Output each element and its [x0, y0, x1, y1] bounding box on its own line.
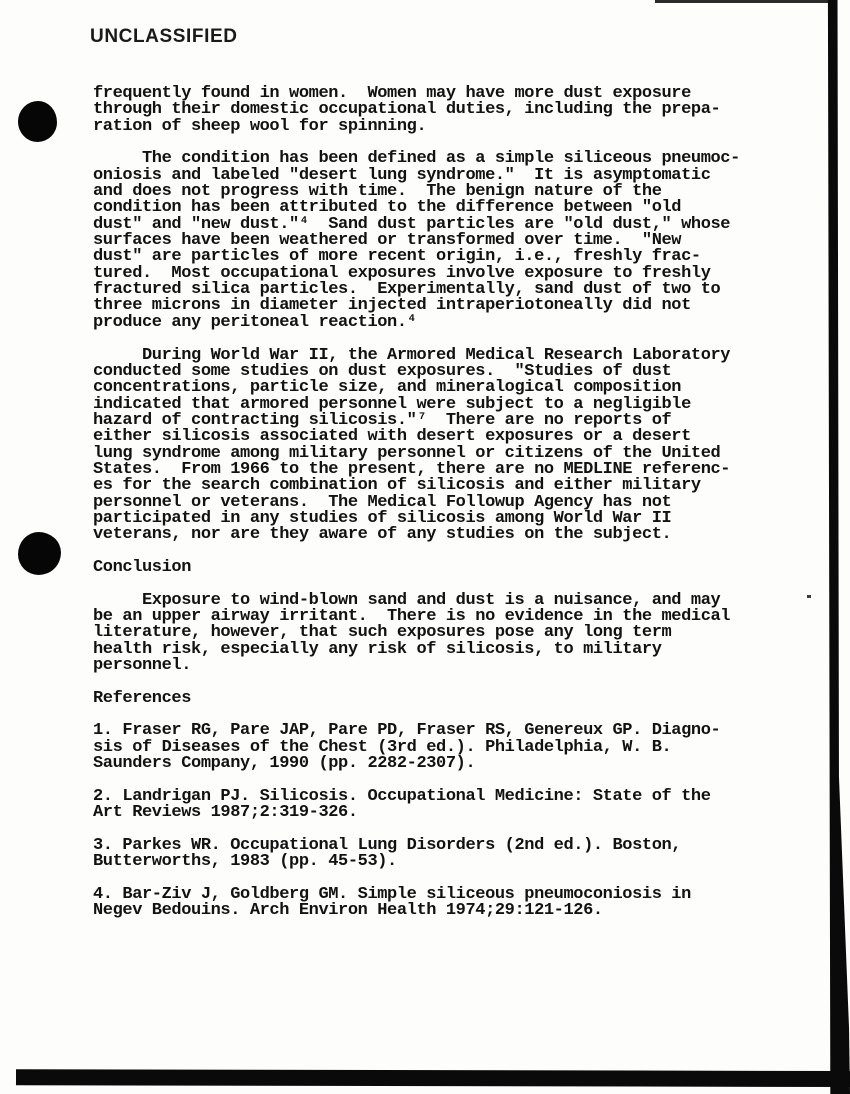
text-line: References: [93, 688, 192, 708]
text-line: dust" and "new dust."⁴ Sand dust particles are "old dust," whose: [93, 214, 731, 234]
text-line: Saunders Company, 1990 (pp. 2282-2307).: [93, 754, 476, 774]
reference-1: [93, 723, 793, 772]
hole-punch-mark-top: [18, 101, 57, 142]
text-line: Art Reviews 1987;2:319-326.: [93, 803, 358, 823]
text-line: oniosis and labeled "desert lung syndrome." It is asymptomatic: [93, 165, 711, 185]
text-line: hazard of contracting silicosis."⁷ There are no reports of: [93, 410, 672, 430]
text-line: veterans, nor are they aware of any studies on the subject.: [93, 525, 672, 545]
text-line: either silicosis associated with desert exposures or a desert: [93, 427, 691, 447]
scan-edge-artifact-top: [655, 0, 837, 3]
references-heading: [93, 688, 793, 708]
text-line: fractured silica particles. Experimentally, sand dust of two to: [93, 280, 721, 300]
classification-header: UNCLASSIFIED: [90, 26, 238, 47]
text-line: condition has been attributed to the difference between "old: [93, 198, 682, 218]
reference-2: [93, 786, 793, 823]
text-line: The condition has been defined as a simple siliceous pneumoc-: [93, 149, 740, 169]
intro-paragraph-fragment: [93, 86, 793, 135]
text-line: surfaces have been weathered or transformed over time. "New: [93, 231, 682, 251]
text-line: lung syndrome among military personnel or citizens of the United: [93, 443, 721, 463]
text-line: be an upper airway irritant. There is no evidence in the medical: [93, 607, 731, 626]
text-line: through their domestic occupational duties, including the prepa-: [93, 100, 721, 120]
text-line: personnel or veterans. The Medical Followup Agency has not: [93, 492, 672, 512]
blank-line: [93, 674, 793, 690]
text-line: Butterworths, 1983 (pp. 45-53).: [93, 852, 397, 872]
text-line: health risk, especially any risk of silicosis, to military: [93, 639, 662, 659]
text-line: 4. Bar-Ziv J, Goldberg GM. Simple siliceous pneumoconiosis in: [93, 884, 691, 904]
text-line: tured. Most occupational exposures involve exposure to freshly: [93, 263, 711, 283]
text-line: Exposure to wind-blown sand and dust is a nuisance, and may: [93, 590, 721, 610]
text-line: Negev Bedouins. Arch Environ Health 1974;29:121-126.: [93, 901, 603, 921]
text-line: frequently found in women. Women may have more dust exposure: [93, 84, 691, 103]
text-line: ration of sheep wool for spinning.: [93, 116, 427, 136]
text-line: participated in any studies of silicosis among World War II: [93, 508, 672, 528]
conclusion-heading: [93, 557, 793, 577]
text-line: dust" are particles of more recent origin, i.e., freshly frac-: [93, 247, 701, 267]
reference-4: [93, 884, 793, 921]
reference-3: [93, 835, 793, 872]
text-line: three microns in diameter injected intraperiotoneally did not: [93, 296, 691, 316]
wwii-studies-paragraph: [93, 345, 793, 545]
hole-punch-mark-bottom: [18, 532, 61, 575]
text-line: sis of Diseases of the Chest (3rd ed.). Philadelphia, W. B.: [93, 737, 672, 757]
text-line: produce any peritoneal reaction.⁴: [93, 312, 417, 332]
scan-edge-artifact-right: [826, 0, 850, 1094]
desert-lung-syndrome-paragraph: [93, 151, 793, 331]
text-line: Conclusion: [93, 557, 192, 577]
text-line: conducted some studies on dust exposures. "Studies of dust: [93, 361, 672, 381]
conclusion-paragraph: [93, 590, 793, 676]
scan-edge-artifact-bottom: [16, 1069, 850, 1087]
scan-speck-artifact: [807, 595, 811, 598]
text-line: personnel.: [93, 656, 192, 676]
text-line: literature, however, that such exposures pose any long term: [93, 623, 672, 643]
text-line: 3. Parkes WR. Occupational Lung Disorders (2nd ed.). Boston,: [93, 835, 682, 855]
text-line: es for the search combination of silicosis and either military: [93, 476, 701, 496]
text-line: indicated that armored personnel were subject to a negligible: [93, 394, 691, 414]
text-line: States. From 1966 to the present, there are no MEDLINE referenc-: [93, 459, 731, 479]
text-line: concentrations, particle size, and mineralogical composition: [93, 378, 682, 398]
text-line: During World War II, the Armored Medical Research Laboratory: [93, 345, 731, 365]
document-body: [93, 86, 793, 920]
text-line: and does not progress with time. The benign nature of the: [93, 182, 662, 202]
text-line: 2. Landrigan PJ. Silicosis. Occupational Medicine: State of the: [93, 786, 711, 806]
text-line: 1. Fraser RG, Pare JAP, Pare PD, Fraser RS, Genereux GP. Diagno-: [93, 721, 721, 741]
blank-line: [93, 544, 793, 560]
